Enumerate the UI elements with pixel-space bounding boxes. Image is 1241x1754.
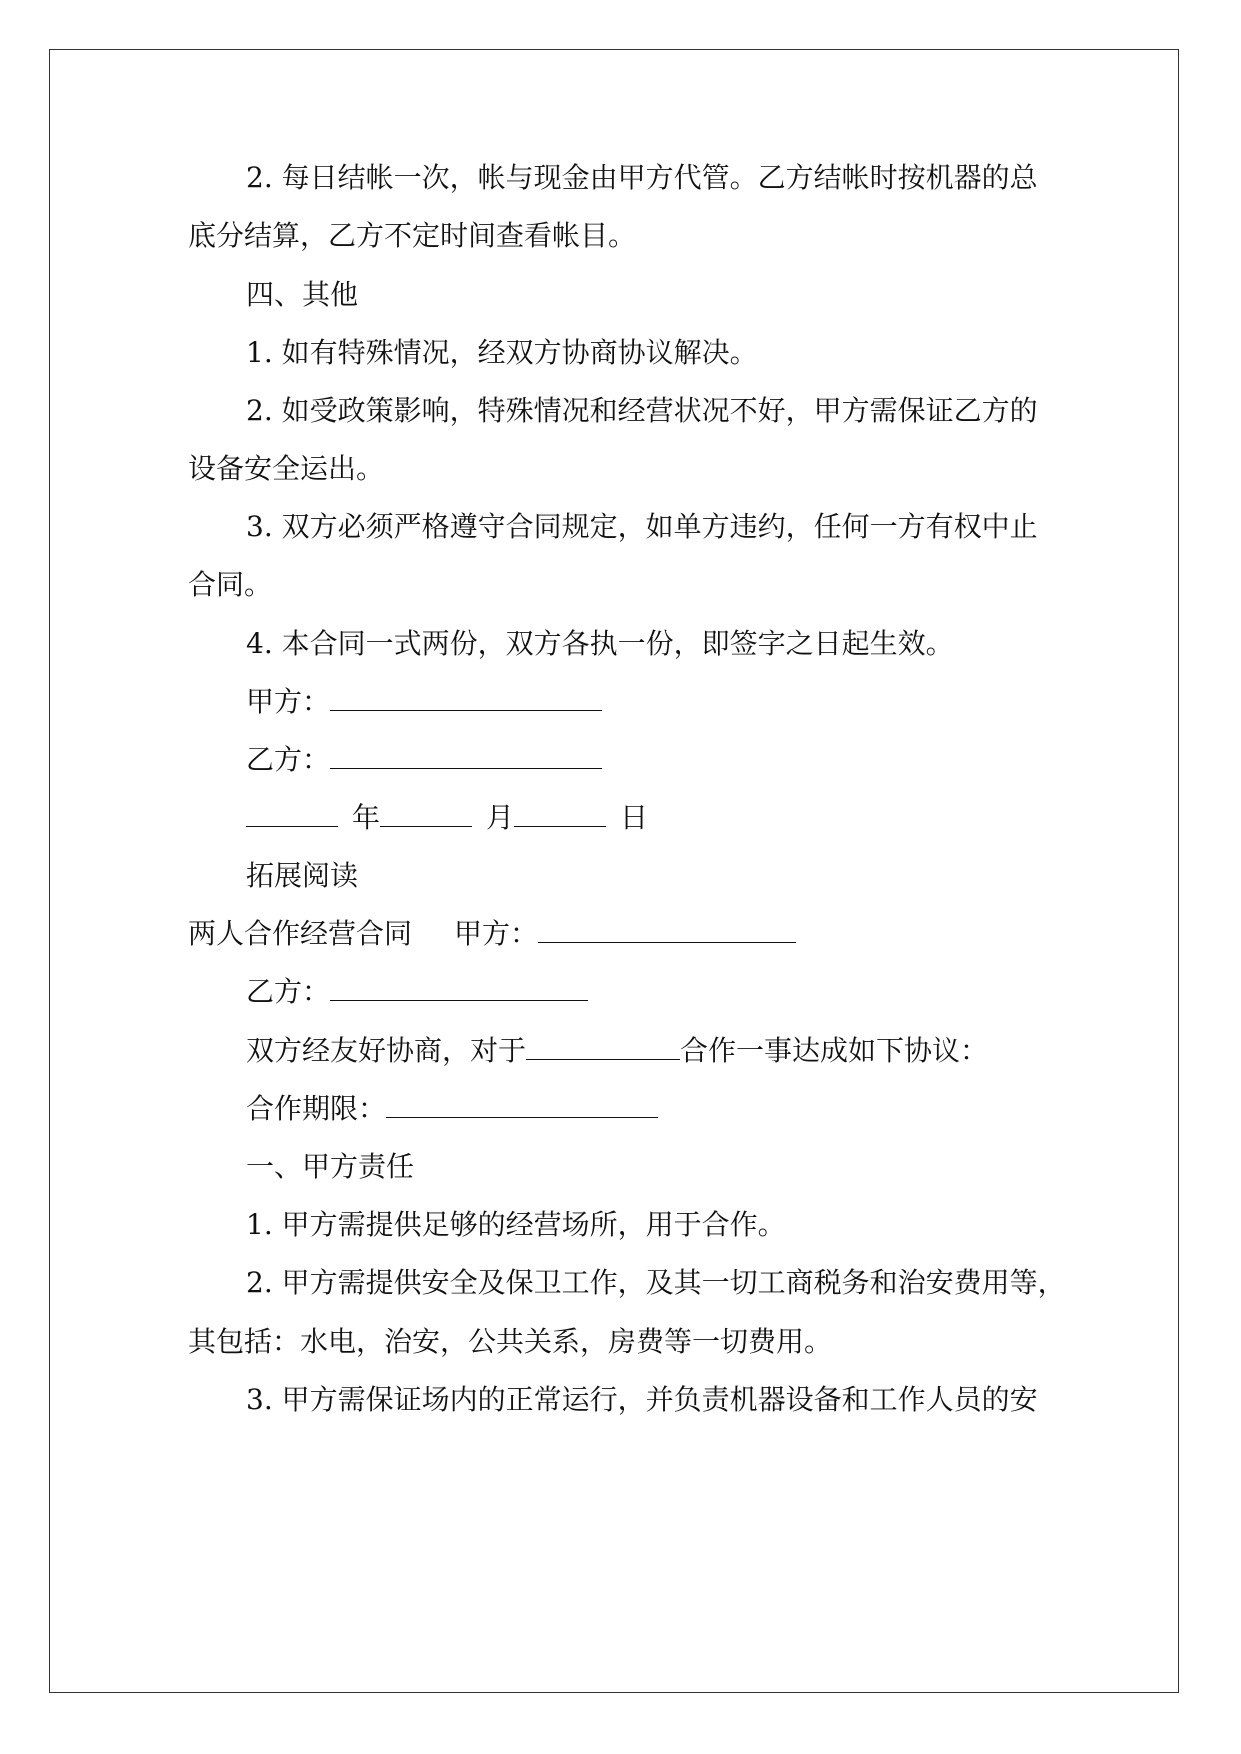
party-a-blank-2 xyxy=(538,918,796,943)
paragraph-line: 1. 甲方需提供足够的经营场所，用于合作。 xyxy=(246,1208,786,1241)
day-label: 日 xyxy=(620,801,649,834)
date-line xyxy=(246,800,648,836)
contract-title-line xyxy=(188,916,796,952)
extended-reading-heading: 拓展阅读 xyxy=(246,859,359,892)
cooperation-term-blank xyxy=(386,1093,658,1118)
month-label: 月 xyxy=(486,801,515,834)
paragraph-line: 底分结算，乙方不定时间查看帐目。 xyxy=(188,219,637,252)
party-b-blank xyxy=(330,744,602,769)
party-b-blank-2 xyxy=(330,976,588,1001)
paragraph-line: 2. 甲方需提供安全及保卫工作，及其一切工商税务和治安费用等， xyxy=(246,1266,1066,1299)
paragraph-line: 3. 甲方需保证场内的正常运行，并负责机器设备和工作人员的安 xyxy=(246,1383,1038,1416)
day-blank xyxy=(514,802,606,827)
paragraph-line: 1. 如有特殊情况，经双方协商协议解决。 xyxy=(246,336,758,369)
paragraph-line: 设备安全运出。 xyxy=(188,452,385,485)
month-blank xyxy=(380,802,472,827)
agreement-intro-line xyxy=(246,1033,988,1069)
paragraph-line: 2. 每日结帐一次，帐与现金由甲方代管。乙方结帐时按机器的总 xyxy=(246,161,1038,194)
cooperation-term-label: 合作期限： xyxy=(246,1092,387,1125)
paragraph-line: 3. 双方必须严格遵守合同规定，如单方违约，任何一方有权中止 xyxy=(246,510,1038,543)
party-a-blank xyxy=(330,686,602,711)
party-a-label-2: 甲方： xyxy=(454,917,539,950)
year-blank xyxy=(246,802,338,827)
party-a-signature-line xyxy=(246,684,602,720)
paragraph-line: 合同。 xyxy=(188,568,273,601)
page-border xyxy=(49,49,1179,1693)
party-a-label: 甲方： xyxy=(246,685,331,718)
section-heading: 一、甲方责任 xyxy=(246,1150,415,1183)
party-b-signature-line xyxy=(246,742,602,778)
paragraph-line: 其包括：水电，治安，公共关系，房费等一切费用。 xyxy=(188,1325,833,1358)
paragraph-line: 4. 本合同一式两份，双方各执一份，即签字之日起生效。 xyxy=(246,627,954,660)
agreement-intro-text-end: 合作一事达成如下协议： xyxy=(680,1034,989,1067)
year-label: 年 xyxy=(352,801,381,834)
party-b-line-2 xyxy=(246,974,588,1010)
section-heading: 四、其他 xyxy=(246,278,359,311)
paragraph-line: 2. 如受政策影响，特殊情况和经营状况不好，甲方需保证乙方的 xyxy=(246,394,1038,427)
cooperation-item-blank xyxy=(526,1035,680,1060)
cooperation-term-line xyxy=(246,1091,658,1127)
agreement-intro-text: 双方经友好协商，对于 xyxy=(246,1034,527,1067)
party-b-label-2: 乙方： xyxy=(246,975,331,1008)
contract-title: 两人合作经营合同 xyxy=(188,917,413,950)
party-b-label: 乙方： xyxy=(246,743,331,776)
